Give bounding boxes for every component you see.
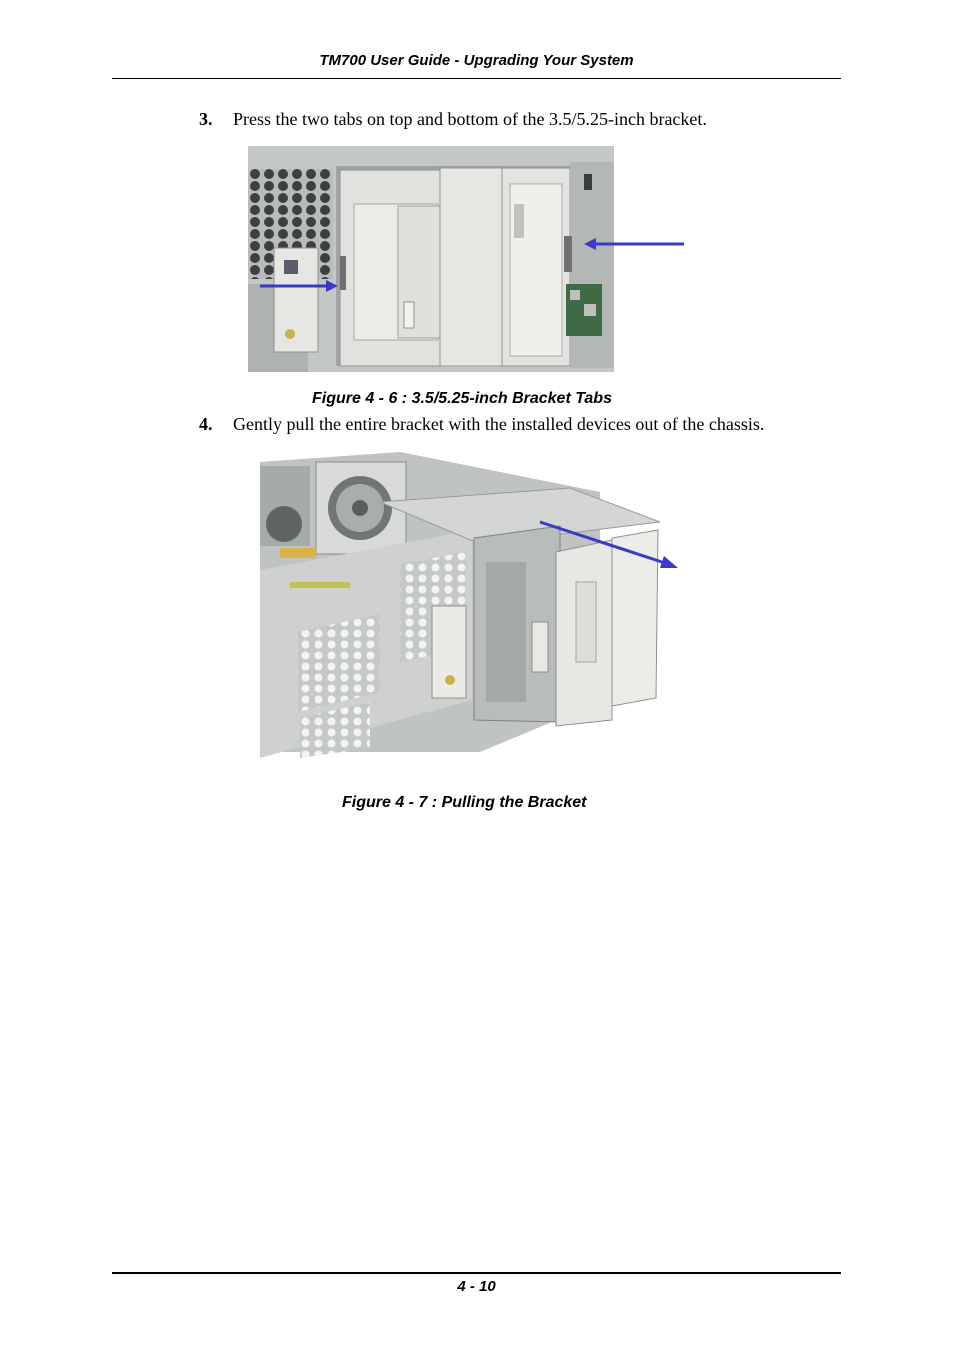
figure-caption: Figure 4 - 7 : Pulling the Bracket	[342, 794, 587, 811]
step-number: 3.	[199, 109, 213, 129]
figure-bracket-tabs-photo	[248, 144, 688, 379]
step-text: Gently pull the entire bracket with the installed devices out of the chassis.	[233, 414, 765, 434]
footer-rule	[112, 1272, 841, 1274]
step-number: 4.	[199, 414, 213, 434]
step-text: Press the two tabs on top and bottom of the 3.5/5.25-inch bracket.	[233, 109, 707, 129]
step-3	[199, 108, 707, 130]
figure-caption: Figure 4 - 6 : 3.5/5.25-inch Bracket Tabs	[312, 390, 612, 407]
page-header-title: TM700 User Guide - Upgrading Your System	[319, 52, 634, 69]
page-number: 4 - 10	[457, 1278, 496, 1295]
figure-pulling-bracket-photo	[260, 452, 685, 763]
step-4	[199, 413, 764, 435]
header-rule	[112, 78, 841, 79]
